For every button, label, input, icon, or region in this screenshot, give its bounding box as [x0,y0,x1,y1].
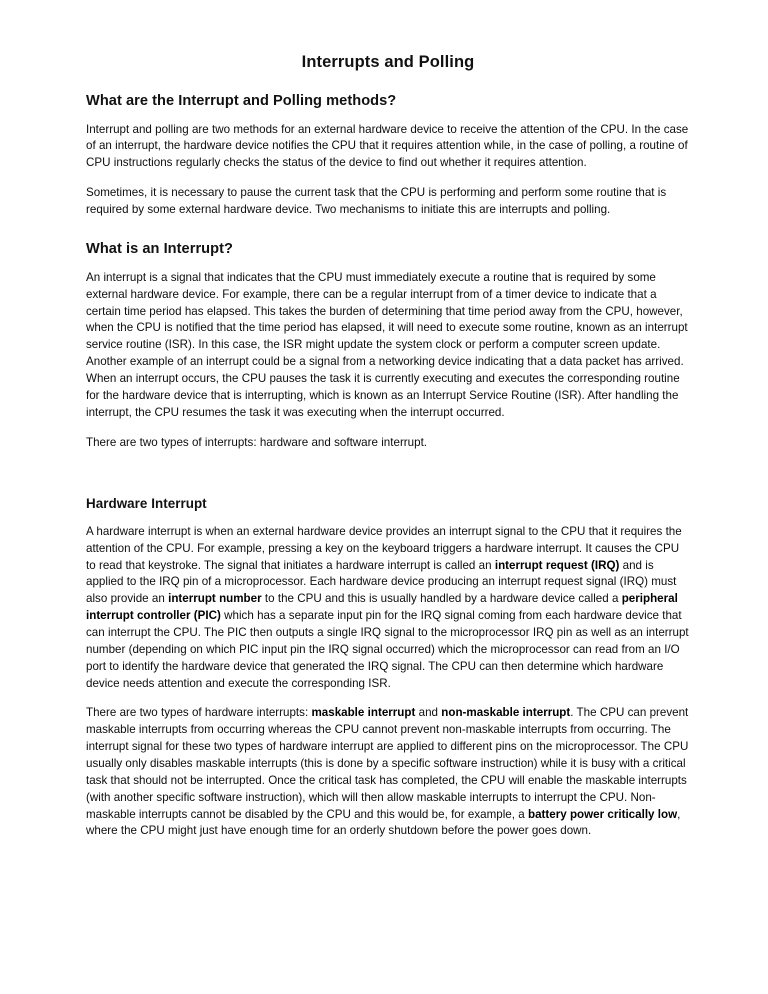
paragraph [86,185,690,219]
emphasis-term: maskable interrupt [311,706,416,720]
emphasis-term: interrupt request (IRQ) [494,558,620,572]
text-run: and is applied to the IRQ pin of a microprocessor. Each hardware device producing an interrupt request signal (IRQ) must also provide an [86,558,677,606]
emphasis-term: battery power critically low [527,807,678,821]
text-run: There are two types of hardware interrupts: [86,706,312,720]
text-run: . The CPU can prevent maskable interrupts from occurring whereas the CPU cannot prevent non-maskable interrupts from occurring. The interrupt signal for these two types of hardware interrupt are applied to different pins on the microprocessor. The CPU usually only disables maskable interrupts (this is done by a specific software instruction) while it is busy with a critical task that should not be interrupted. Once the critical task has completed, the CPU will enable the maskable interrupts (with another specific software instruction), which will then allow maskable interrupts to interrupt the CPU. Non-maskable interrupts cannot be disabled by the CPU and this would be, for example, a [86,706,689,821]
section-heading-what-is-an-interrupt: What is an Interrupt? [86,240,233,257]
text-run: Interrupt and polling are two methods for an external hardware device to receive the attention of the CPU. In the case of an interrupt, the hardware device notifies the CPU that it requires attention while, in the case of polling, a routine of CPU instructions regularly checks the status of the device to find out whether it requires attention. [86,122,689,170]
text-run: An interrupt is a signal that indicates that the CPU must immediately execute a routine that is required by some external hardware device. For example, there can be a regular interrupt from of a timer device to indicate that a certain time period has elapsed. This takes the burden of determining that time period away from the CPU, however, when the CPU is notified that the time period has elapsed, it will need to execute some routine, known as an interrupt service routine (ISR). In this case, the ISR might update the system clock or perform a computer screen update. Another example of an interrupt could be a signal from a networking device indicating that a data packet has arrived. When an interrupt occurs, the CPU pauses the task it is currently executing and executes the corresponding routine for the hardware device that is interrupting, which is known as an Interrupt Service Routine (ISR). After handling the interrupt, the CPU resumes the task it was executing when the interrupt occurred. [86,270,688,419]
section-heading-hardware-interrupt: Hardware Interrupt [86,496,207,512]
text-run: There are two types of interrupts: hardware and software interrupt. [86,435,428,449]
text-run: Sometimes, it is necessary to pause the current task that the CPU is performing and perform some routine that is required by some external hardware device. Two mechanisms to initiate this are interrupts and polling. [86,186,667,217]
text-run: which has a separate input pin for the IRQ signal coming from each hardware device that can interrupt the CPU. The PIC then outputs a single IRQ signal to the microprocessor IRQ pin as well as an interrupt number (depending on which PIC input pin the IRQ signal occurred) which the microprocessor can read from an I/O port to identify the hardware device that generated the IRQ signal. The CPU can then determine which hardware device needs attention and execute the corresponding ISR. [86,609,689,690]
paragraph [86,705,690,840]
text-run: and [415,706,442,720]
text-run: , where the CPU might just have enough time for an orderly shutdown before the power goes down. [86,807,681,838]
paragraph [86,122,690,173]
paragraph [86,435,690,452]
text-run: to the CPU and this is usually handled by a hardware device called a [261,592,622,606]
section-heading-intro: What are the Interrupt and Polling methods? [86,92,397,109]
text-run: A hardware interrupt is when an external hardware device provides an interrupt signal to the CPU that it requires the attention of the CPU. For example, pressing a key on the keyboard triggers a hardware interrupt. It causes the CPU to read that keystroke. The signal that initiates a hardware interrupt is called an [86,524,682,572]
document-sections [86,92,690,841]
emphasis-term: peripheral interrupt controller (PIC) [86,592,678,623]
paragraph [86,270,690,422]
page-title: Interrupts and Polling [301,53,475,71]
emphasis-term: interrupt number [168,592,262,606]
emphasis-term: non-maskable interrupt [441,706,571,720]
paragraph [86,524,690,693]
document-body [86,52,690,840]
